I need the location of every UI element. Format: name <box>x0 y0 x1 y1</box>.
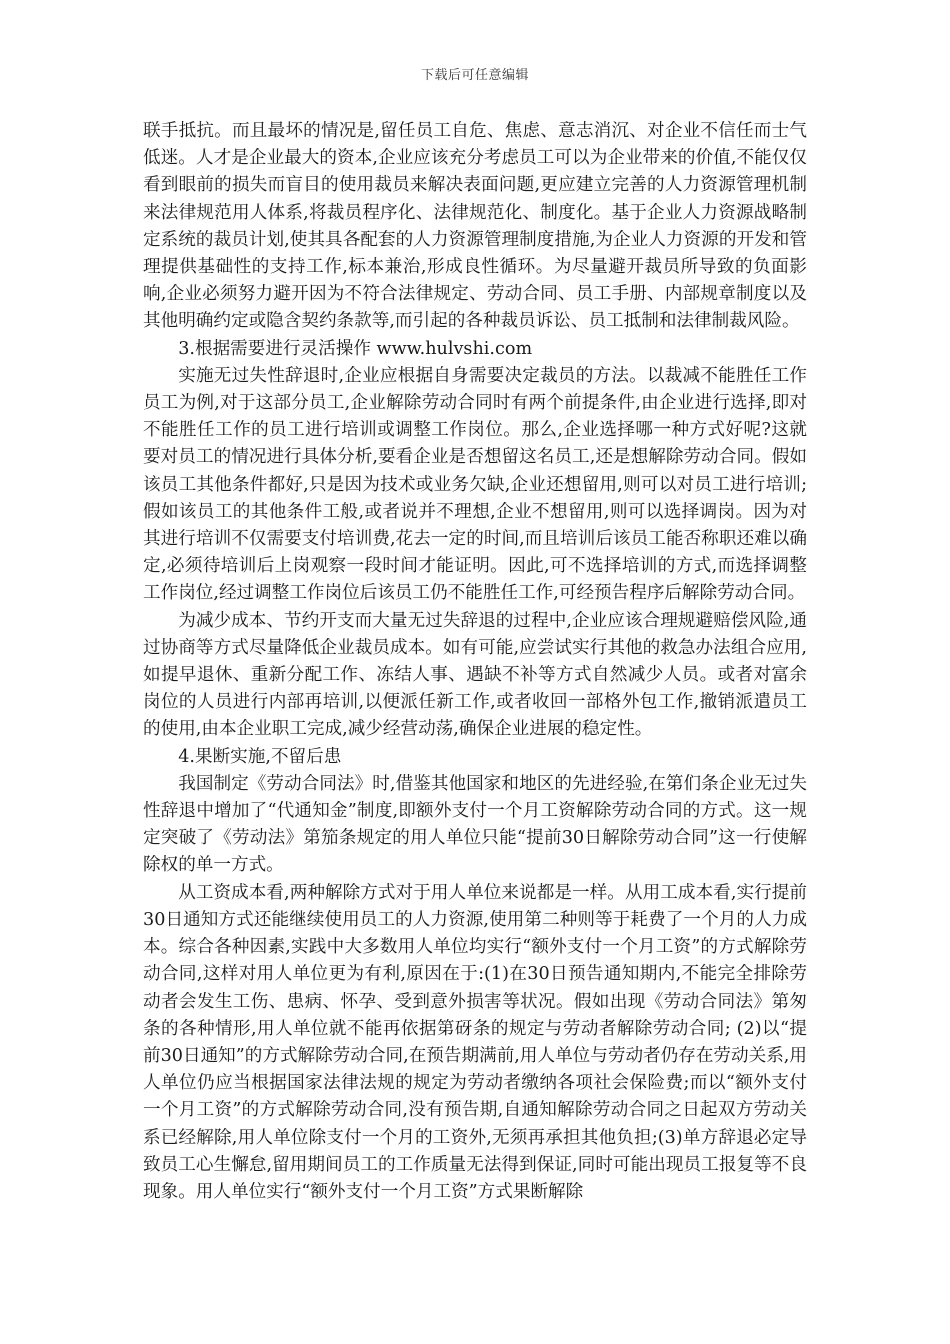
page-header-note: 下载后可任意编辑 <box>420 68 529 83</box>
document-body <box>143 118 807 1206</box>
paragraph-flexible-operation: 实施无过失性辞退时,企业应根据自身需要决定裁员的方法。以裁减不能胜任工作员工为例,对于这部分员工,企业解除劳动合同时有两个前提条件,由企业进行选择,即对不能胜任工作的员工进行培训或调整工作岗位。那么,企业选择哪一种方式好呢?这就要对员工的情况进行具体分析,要看企业是否想留这名员工,还是想解除劳动合同。假如该员工其他条件都好,只是因为技术或业务欠缺,企业还想留用,则可以对员工进行培训;假如该员工的其他条件工般,或者说并不理想,企业不想留用,则可以选择调岗。因为对其进行培训不仅需要支付培训费,花去一定的时间,而且培训后该员工能否称职还难以确定,必须待培训后上岗观察一段时间才能证明。因此,可不选择培训的方式,而选择调整工作岗位,经过调整工作岗位后该员工仍不能胜任工作,可经预告程序后解除劳动合同。 <box>143 365 807 604</box>
section-heading-3: 3.根据需要进行灵活操作 www.hulvshi.com <box>178 338 533 359</box>
section-heading-4: 4.果断实施,不留后患 <box>178 746 342 767</box>
paragraph-reduce-cost: 为减少成本、节约开支而大量无过失辞退的过程中,企业应该合理规避赔偿风险,通过协商等方式尽量降低企业裁员成本。如有可能,应尝试实行其他的救急办法组合应用,如提早退休、重新分配工作、冻结人事、遇缺不补等方式自然减少人员。或者对富余岗位的人员进行内部再培训,以便派任新工作,或者收回一部格外包工作,撤销派遣员工的使用,由本企业职工完成,减少经营动荡,确保企业进展的稳定性。 <box>143 610 807 740</box>
paragraph-wage-cost: 从工资成本看,两种解除方式对于用人单位来说都是一样。从用工成本看,实行提前30日通知方式还能继续使用员工的人力资源,使用第二种则等于耗费了一个月的人力成本。综合各种因素,实践中大多数用人单位均实行“额外支付一个月工资”的方式解除劳动合同,这样对用人单位更为有利,原因在于:(1)在30日预告通知期内,不能完全排除劳动者会发生工伤、患病、怀孕、受到意外损害等状况。假如出现《劳动合同法》第匆条的各种情形,用人单位就不能再依据第砑条的规定与劳动者解除劳动合同; (2)以“提前30日通知”的方式解除劳动合同,在预告期满前,用人单位与劳动者仍存在劳动关系,用人单位仍应当根据国家法律法规的规定为劳动者缴纳各项社会保险费;而以“额外支付一个月工资”的方式解除劳动合同,没有预告期,自通知解除劳动合同之日起双方劳动关系已经解除,用人单位除支付一个月的工资外,无须再承担其他负担;(3)单方辞退必定导致员工心生懈怠,留用期间员工的工作质量无法得到保证,同时可能出现员工报复等不良现象。用人单位实行“额外支付一个月工资”方式果断解除 <box>143 882 807 1202</box>
paragraph-labor-contract-law: 我国制定《劳动合同法》时,借鉴其他国家和地区的先进经验,在第们条企业无过失性辞退中增加了“代通知金”制度,即额外支付一个月工资解除劳动合同的方式。这一规定突破了《劳动法》第笳条规定的用人单位只能“提前30日解除劳动合同”这一行使解除权的单一方式。 <box>143 773 807 876</box>
paragraph-continued: 联手抵抗。而且最坏的情况是,留任员工自危、焦虑、意志消沉、对企业不信任而士气低迷。人才是企业最大的资本,企业应该充分考虑员工可以为企业带来的价值,不能仅仅看到眼前的损失而盲目的使用裁员来解决表面问题,更应建立完善的人力资源管理机制来法律规范用人体系,将裁员程序化、法律规范化、制度化。基于企业人力资源战略制定系统的裁员计划,使其具各配套的人力资源管理制度措施,为企业人力资源的开发和管理提供基础性的支持工作,标本兼治,形成良性循环。为尽量避开裁员所导致的负面影响,企业必须努力避开因为不符合法律规定、劳动合同、员工手册、内部规章制度以及其他明确约定或隐含契约条款等,而引起的各种裁员诉讼、员工抵制和法律制裁风险。 <box>143 121 807 332</box>
